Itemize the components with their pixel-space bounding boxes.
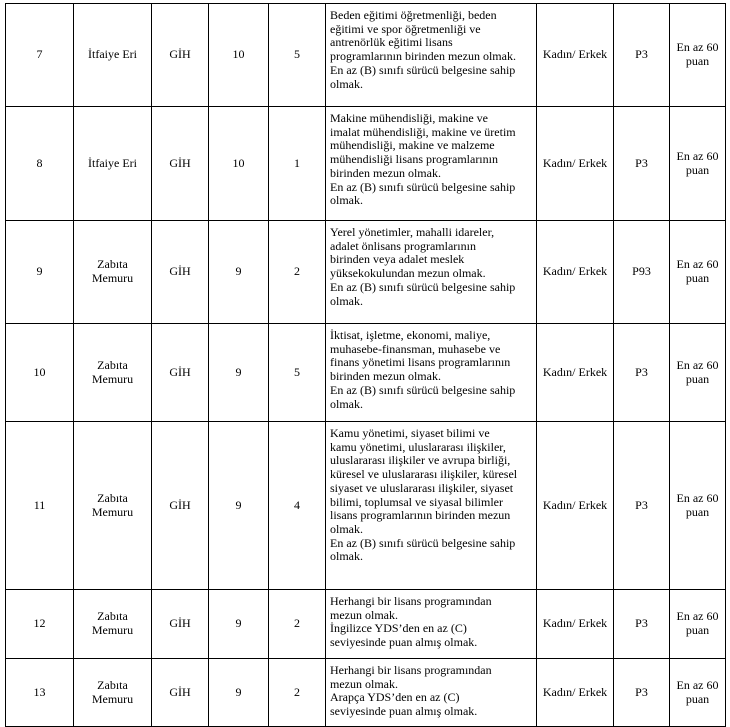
position-count: 5	[269, 324, 326, 422]
requirement-line: olmak.	[330, 193, 363, 208]
position-title-line: Zabıta	[97, 490, 128, 505]
requirement-line: finans yönetimi lisans programlarının	[330, 355, 511, 370]
requirement-line: seviyesinde puan almış olmak.	[330, 635, 478, 650]
requirement-line: muhasebe-finansman, muhasebe ve	[330, 341, 501, 356]
requirement-line: mühendisliği lisans programlarının	[330, 152, 498, 167]
requirement-line: En az (B) sınıfı sürücü belgesine sahip	[330, 535, 516, 550]
requirement-paragraph	[330, 664, 532, 691]
requirement-line: Kamu yönetimi, siyaset bilimi ve	[330, 426, 490, 440]
kpss-score-type: P3	[614, 4, 670, 107]
position-degree: 10	[209, 107, 269, 221]
table-row	[6, 221, 726, 324]
requirement-paragraph	[330, 226, 532, 281]
position-count: 1	[269, 107, 326, 221]
kpss-score-type: P3	[614, 590, 670, 659]
requirement-line: olmak.	[330, 293, 363, 308]
minimum-score-line: puan	[685, 623, 710, 637]
service-class: GİH	[152, 590, 209, 659]
requirement-line: En az (B) sınıfı sürücü belgesine sahip	[330, 179, 516, 194]
service-class: GİH	[152, 221, 209, 324]
table-row	[6, 107, 726, 221]
minimum-score	[670, 4, 726, 107]
minimum-score-line: puan	[685, 371, 710, 386]
requirements-cell	[326, 107, 537, 221]
service-class: GİH	[152, 4, 209, 107]
position-title-line: Zabıta	[97, 357, 128, 372]
requirement-line: Makine mühendisliği, makine ve	[330, 111, 488, 125]
requirement-line: küresel ve uluslararası ilişkiler, küresel	[330, 467, 518, 482]
requirement-paragraph	[330, 64, 532, 91]
requirements-cell	[326, 221, 537, 324]
service-class: GİH	[152, 324, 209, 422]
position-title	[74, 659, 152, 727]
requirement-line: Beden eğitimi öğretmenliği, beden	[330, 8, 497, 22]
minimum-score-line: En az 60	[676, 677, 719, 692]
requirement-line: programlarının birinden mezun olmak.	[330, 49, 516, 64]
row-number: 9	[6, 221, 74, 324]
kpss-score-type: P3	[614, 107, 670, 221]
requirement-line: Arapça YDS’den en az (C)	[330, 690, 460, 705]
requirement-line: İngilizce YDS’den en az (C)	[330, 621, 467, 636]
requirement-line: adalet önlisans programlarının	[330, 238, 476, 253]
table-row	[6, 4, 726, 107]
service-class: GİH	[152, 107, 209, 221]
minimum-score	[670, 221, 726, 324]
requirements-cell	[326, 659, 537, 727]
row-number: 8	[6, 107, 74, 221]
kpss-score-type: P3	[614, 659, 670, 727]
requirement-line: antrenörlük eğitimi lisans	[330, 35, 453, 50]
gender: Kadın/ Erkek	[537, 4, 614, 107]
gender: Kadın/ Erkek	[537, 422, 614, 590]
requirement-paragraph	[330, 329, 532, 384]
requirements-cell	[326, 422, 537, 590]
requirement-line: siyaset ve uluslararası ilişkiler, siyaset	[330, 480, 514, 495]
minimum-score-line: puan	[685, 54, 710, 68]
position-title	[74, 107, 152, 221]
minimum-score	[670, 590, 726, 659]
minimum-score-line: En az 60	[676, 490, 719, 505]
minimum-score-line: puan	[685, 691, 710, 706]
requirement-line: uluslararası ilişkiler ve avrupa birliği,	[330, 453, 511, 468]
requirement-line: En az (B) sınıfı sürücü belgesine sahip	[330, 382, 516, 397]
positions-table	[5, 3, 726, 727]
gender: Kadın/ Erkek	[537, 590, 614, 659]
requirement-line: olmak.	[330, 396, 363, 411]
position-degree: 9	[209, 590, 269, 659]
minimum-score	[670, 324, 726, 422]
requirement-line: En az (B) sınıfı sürücü belgesine sahip	[330, 279, 516, 294]
position-degree: 9	[209, 659, 269, 727]
position-title-line: Zabıta	[97, 677, 128, 692]
position-title-line: Memuru	[91, 504, 134, 519]
requirement-line: En az (B) sınıfı sürücü belgesine sahip	[330, 62, 516, 77]
position-degree: 10	[209, 4, 269, 107]
position-count: 2	[269, 659, 326, 727]
requirement-line: eğitimi ve spor öğretmenliği ve	[330, 21, 481, 36]
requirement-paragraph	[330, 384, 532, 411]
requirement-line: mezun olmak.	[330, 676, 398, 691]
requirement-line: birinden mezun olmak.	[330, 165, 441, 180]
table-body	[6, 4, 726, 727]
gender: Kadın/ Erkek	[537, 107, 614, 221]
minimum-score	[670, 659, 726, 727]
position-title-line: Memuru	[91, 623, 134, 637]
requirement-line: birinden veya adalet meslek	[330, 252, 465, 267]
table-row	[6, 422, 726, 590]
row-number: 11	[6, 422, 74, 590]
minimum-score-line: En az 60	[676, 148, 719, 163]
requirement-paragraph	[330, 181, 532, 208]
requirement-line: olmak.	[330, 521, 363, 536]
requirement-paragraph	[330, 112, 532, 181]
minimum-score-line: En az 60	[676, 609, 719, 624]
position-title	[74, 590, 152, 659]
row-number: 13	[6, 659, 74, 727]
requirement-paragraph	[330, 595, 532, 622]
position-count: 4	[269, 422, 326, 590]
requirements-cell	[326, 4, 537, 107]
row-number: 10	[6, 324, 74, 422]
minimum-score-line: En az 60	[676, 40, 719, 55]
gender: Kadın/ Erkek	[537, 324, 614, 422]
position-title-line: Zabıta	[97, 257, 128, 272]
row-number: 12	[6, 590, 74, 659]
requirement-line: mezun olmak.	[330, 607, 398, 622]
position-title-line: İtfaiye Eri	[88, 47, 137, 62]
gender: Kadın/ Erkek	[537, 221, 614, 324]
kpss-score-type: P93	[614, 221, 670, 324]
position-title-line: Memuru	[91, 691, 134, 706]
requirement-paragraph	[330, 537, 532, 564]
requirement-line: olmak.	[330, 549, 363, 564]
service-class: GİH	[152, 422, 209, 590]
minimum-score	[670, 422, 726, 590]
position-degree: 9	[209, 221, 269, 324]
requirement-line: imalat mühendisliği, makine ve üretim	[330, 124, 516, 139]
requirement-paragraph	[330, 622, 532, 649]
position-degree: 9	[209, 422, 269, 590]
position-count: 5	[269, 4, 326, 107]
minimum-score-line: En az 60	[676, 257, 719, 272]
minimum-score-line: puan	[685, 504, 710, 519]
row-number: 7	[6, 4, 74, 107]
position-title	[74, 4, 152, 107]
table-row	[6, 659, 726, 727]
requirement-paragraph	[330, 281, 532, 308]
position-title-line: İtfaiye Eri	[88, 155, 137, 170]
position-degree: 9	[209, 324, 269, 422]
minimum-score	[670, 107, 726, 221]
position-title	[74, 221, 152, 324]
requirement-line: olmak.	[330, 76, 363, 91]
position-count: 2	[269, 221, 326, 324]
requirement-line: kamu yönetimi, uluslararası ilişkiler,	[330, 439, 506, 454]
requirement-line: birinden mezun olmak.	[330, 369, 441, 384]
gender: Kadın/ Erkek	[537, 659, 614, 727]
requirement-line: İktisat, işletme, ekonomi, maliye,	[330, 328, 491, 342]
requirement-line: mühendisliği, makine ve malzeme	[330, 138, 495, 153]
minimum-score-line: puan	[685, 271, 710, 285]
position-title-line: Zabıta	[97, 609, 128, 624]
requirement-paragraph	[330, 691, 532, 718]
kpss-score-type: P3	[614, 324, 670, 422]
minimum-score-line: En az 60	[676, 357, 719, 372]
position-title-line: Memuru	[91, 271, 134, 285]
requirement-line: seviyesinde puan almış olmak.	[330, 704, 478, 719]
requirement-line: Herhangi bir lisans programından	[330, 594, 492, 608]
position-title-line: Memuru	[91, 371, 134, 386]
table-row	[6, 324, 726, 422]
requirement-line: bilimi, toplumsal ve siyasal bilimler	[330, 494, 503, 509]
table-row	[6, 590, 726, 659]
requirement-line: Herhangi bir lisans programından	[330, 663, 492, 677]
requirement-line: yüksekokulundan mezun olmak.	[330, 266, 486, 281]
service-class: GİH	[152, 659, 209, 727]
requirement-paragraph	[330, 427, 532, 537]
position-title	[74, 324, 152, 422]
requirement-line: lisans programlarının birinden mezun	[330, 508, 511, 523]
requirement-paragraph	[330, 9, 532, 64]
requirement-line: Yerel yönetimler, mahalli idareler,	[330, 225, 495, 239]
position-count: 2	[269, 590, 326, 659]
position-title	[74, 422, 152, 590]
requirements-cell	[326, 590, 537, 659]
minimum-score-line: puan	[685, 162, 710, 177]
kpss-score-type: P3	[614, 422, 670, 590]
requirements-cell	[326, 324, 537, 422]
